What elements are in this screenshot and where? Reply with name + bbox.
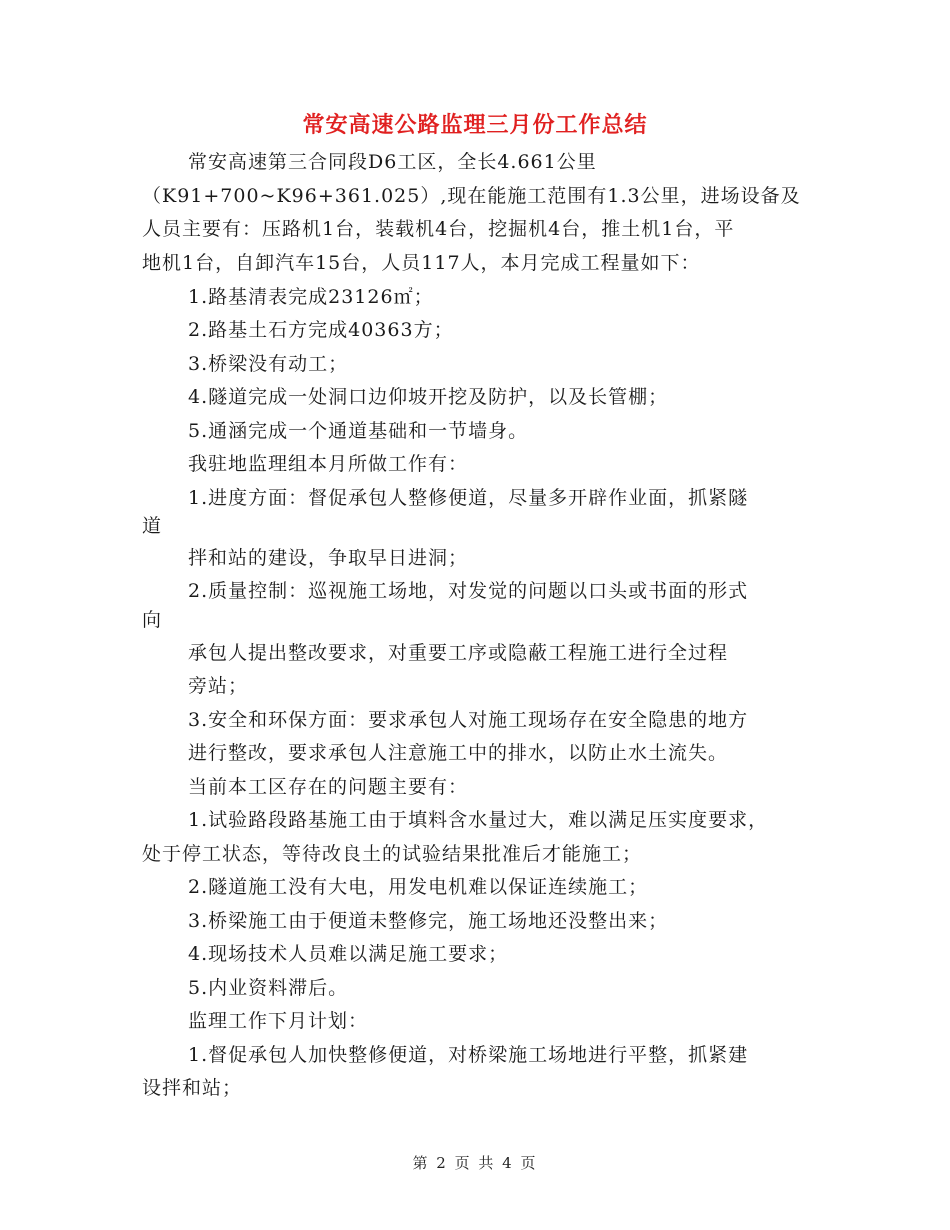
paragraph-line: 人员主要有：压路机1台，装载机4台，挖掘机4台，推土机1台，平: [142, 218, 735, 240]
list-item-continuation: 向: [142, 609, 163, 631]
page-title: 常安高速公路监理三月份工作总结: [302, 113, 648, 138]
list-item: 2.路基土石方完成40363方；: [188, 319, 454, 341]
list-item: 1.督促承包人加快整修便道，对桥梁施工场地进行平整，抓紧建: [188, 1044, 749, 1066]
list-item-continuation: 进行整改，要求承包人注意施工中的排水，以防止水土流失。: [188, 742, 729, 764]
section-heading: 监理工作下月计划：: [188, 1010, 369, 1032]
list-item-continuation: 设拌和站；: [142, 1077, 243, 1099]
paragraph-line: 地机1台，自卸汽车15台，人员117人，本月完成工程量如下：: [142, 252, 701, 274]
list-item-continuation: 承包人提出整改要求，对重要工序或隐蔽工程施工进行全过程: [188, 642, 729, 664]
paragraph-line: 常安高速第三合同段D6工区，全长4.661公里: [188, 151, 597, 173]
list-item: 2.质量控制：巡视施工场地，对发觉的问题以口头或书面的形式: [188, 580, 749, 602]
paragraph-line: （K91+700~K96+361.025）,现在能施工范围有1.3公里，进场设备及: [142, 185, 801, 207]
list-item-continuation: 旁站；: [188, 675, 249, 697]
list-item: 3.安全和环保方面：要求承包人对施工现场存在安全隐患的地方: [188, 709, 749, 731]
list-item: 1.试验路段路基施工由于填料含水量过大，难以满足压实度要求，: [188, 809, 769, 831]
list-item: 4.隧道完成一处洞口边仰坡开挖及防护，以及长管棚；: [188, 386, 669, 408]
list-item: 4.现场技术人员难以满足施工要求；: [188, 943, 509, 965]
list-item-continuation: 道: [142, 515, 163, 537]
list-item: 5.内业资料滞后。: [188, 977, 349, 999]
list-item: 1.进度方面：督促承包人整修便道，尽量多开辟作业面，抓紧隧: [188, 487, 749, 509]
list-item: 3.桥梁没有动工；: [188, 353, 349, 375]
page-footer: 第 2 页 共 4 页: [412, 1154, 538, 1172]
section-heading: 当前本工区存在的问题主要有：: [188, 776, 469, 798]
list-item: 1.路基清表完成23126㎡；: [188, 286, 434, 308]
list-item-continuation: 处于停工状态，等待改良土的试验结果批准后才能施工；: [142, 843, 643, 865]
list-item: 5.通涵完成一个通道基础和一节墙身。: [188, 420, 529, 442]
section-heading: 我驻地监理组本月所做工作有：: [188, 453, 469, 475]
list-item: 2.隧道施工没有大电，用发电机难以保证连续施工；: [188, 876, 649, 898]
list-item: 3.桥梁施工由于便道未整修完，施工场地还没整出来；: [188, 910, 669, 932]
list-item-continuation: 拌和站的建设，争取早日进洞；: [188, 547, 469, 569]
